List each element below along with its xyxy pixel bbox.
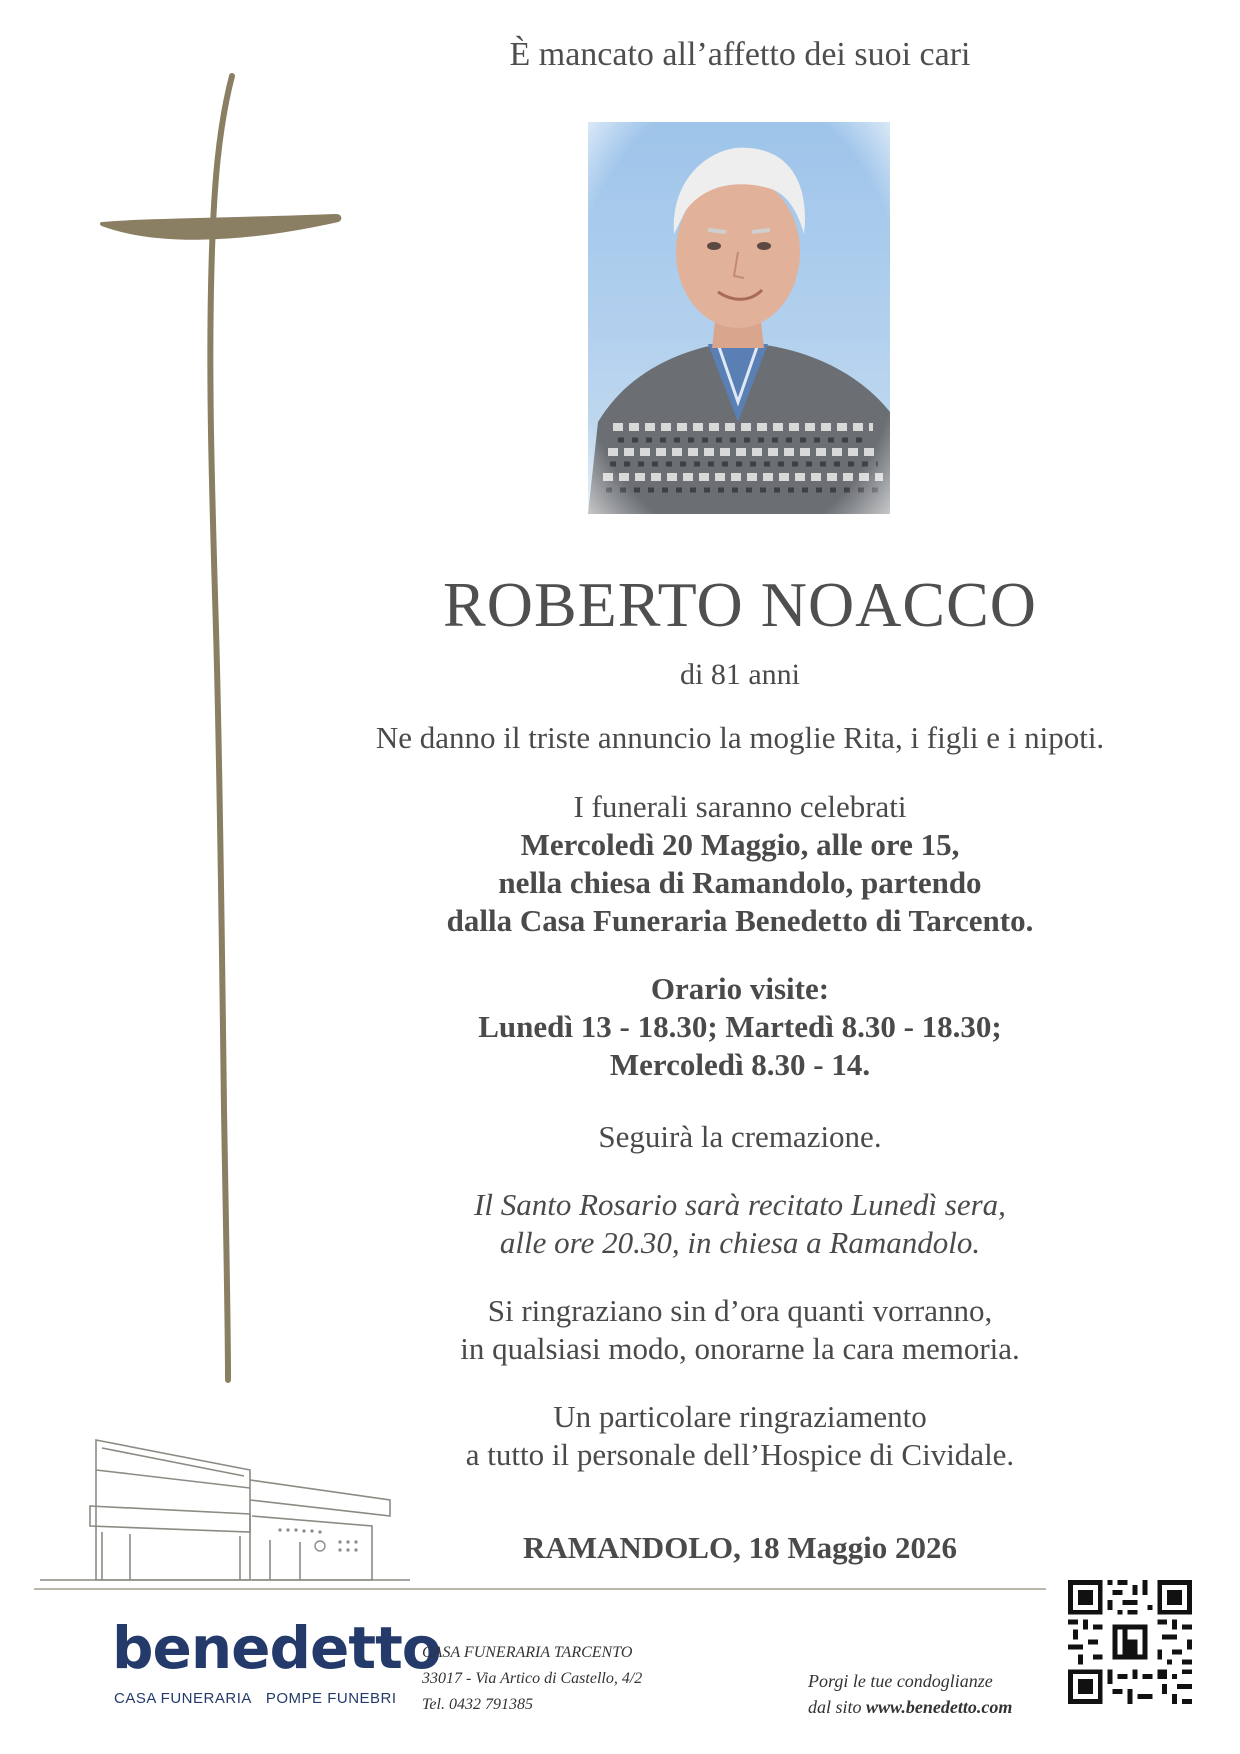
visiting-hours-line: Mercoledì 8.30 - 14. bbox=[609, 1047, 871, 1082]
address-line: 33017 - Via Artico di Castello, 4/2 bbox=[422, 1670, 643, 1687]
brand-tagline bbox=[114, 1690, 411, 1707]
funeral-intro: I funerali saranno celebrati bbox=[573, 789, 907, 824]
visiting-hours-line: Lunedì 13 - 18.30; Martedì 8.30 - 18.30; bbox=[478, 1009, 1002, 1044]
brand-tagline-item: POMPE FUNEBRI bbox=[265, 1690, 397, 1707]
condolences-line bbox=[808, 1694, 1012, 1720]
thanks-line: in qualsiasi modo, onorarne la cara memoria. bbox=[460, 1331, 1020, 1366]
cremation-note: Seguirà la cremazione. bbox=[598, 1119, 882, 1154]
portrait-photo bbox=[588, 122, 890, 514]
special-thanks-line: a tutto il personale dell’Hospice di Cividale. bbox=[465, 1437, 1015, 1472]
cross-icon bbox=[90, 70, 350, 1400]
address-line: CASA FUNERARIA TARCENTO bbox=[422, 1644, 633, 1661]
deceased-age: di 81 anni bbox=[680, 658, 800, 691]
funeral-date-line: Mercoledì 20 Maggio, alle ore 15, bbox=[520, 827, 960, 862]
address-phone: Tel. 0432 791385 bbox=[422, 1696, 533, 1713]
deceased-name: ROBERTO NOACCO bbox=[443, 569, 1037, 640]
footer-divider bbox=[34, 1588, 1046, 1590]
brand-logo: benedetto bbox=[112, 1614, 441, 1682]
portrait-illustration bbox=[588, 122, 890, 514]
condolences-prefix: dal sito bbox=[808, 1697, 867, 1717]
thanks-line: Si ringraziano sin d’ora quanti vorranno, bbox=[487, 1293, 993, 1328]
rosary-line: Il Santo Rosario sarà recitato Lunedì sera, bbox=[474, 1187, 1006, 1222]
condolences-line: Porgi le tue condoglianze bbox=[808, 1671, 993, 1691]
funeral-departure-line: dalla Casa Funeraria Benedetto di Tarcento. bbox=[446, 903, 1034, 938]
funeral-church-line: nella chiesa di Ramandolo, partendo bbox=[498, 865, 982, 900]
building-icon bbox=[30, 1430, 410, 1590]
website-link[interactable]: www.benedetto.com bbox=[866, 1697, 1013, 1717]
rosary-note bbox=[330, 1186, 1150, 1262]
announcement-text: Ne danno il triste annuncio la moglie Rita, i figli e i nipoti. bbox=[375, 720, 1105, 755]
header-text: È mancato all’affetto dei suoi cari bbox=[509, 36, 971, 73]
special-thanks-line: Un particolare ringraziamento bbox=[553, 1399, 927, 1434]
visiting-hours bbox=[330, 970, 1150, 1084]
place-and-date: RAMANDOLO, 18 Maggio 2026 bbox=[523, 1530, 957, 1565]
condolences-note bbox=[808, 1668, 1012, 1720]
funeral-details bbox=[330, 788, 1150, 940]
qr-code-icon[interactable] bbox=[1068, 1580, 1192, 1704]
thanks-note bbox=[330, 1292, 1150, 1368]
funeral-home-address bbox=[422, 1640, 642, 1718]
brand-tagline-item: CASA FUNERARIA bbox=[114, 1690, 252, 1707]
visiting-hours-title: Orario visite: bbox=[650, 971, 830, 1006]
rosary-line: alle ore 20.30, in chiesa a Ramandolo. bbox=[499, 1225, 981, 1260]
special-thanks-note bbox=[330, 1398, 1150, 1474]
